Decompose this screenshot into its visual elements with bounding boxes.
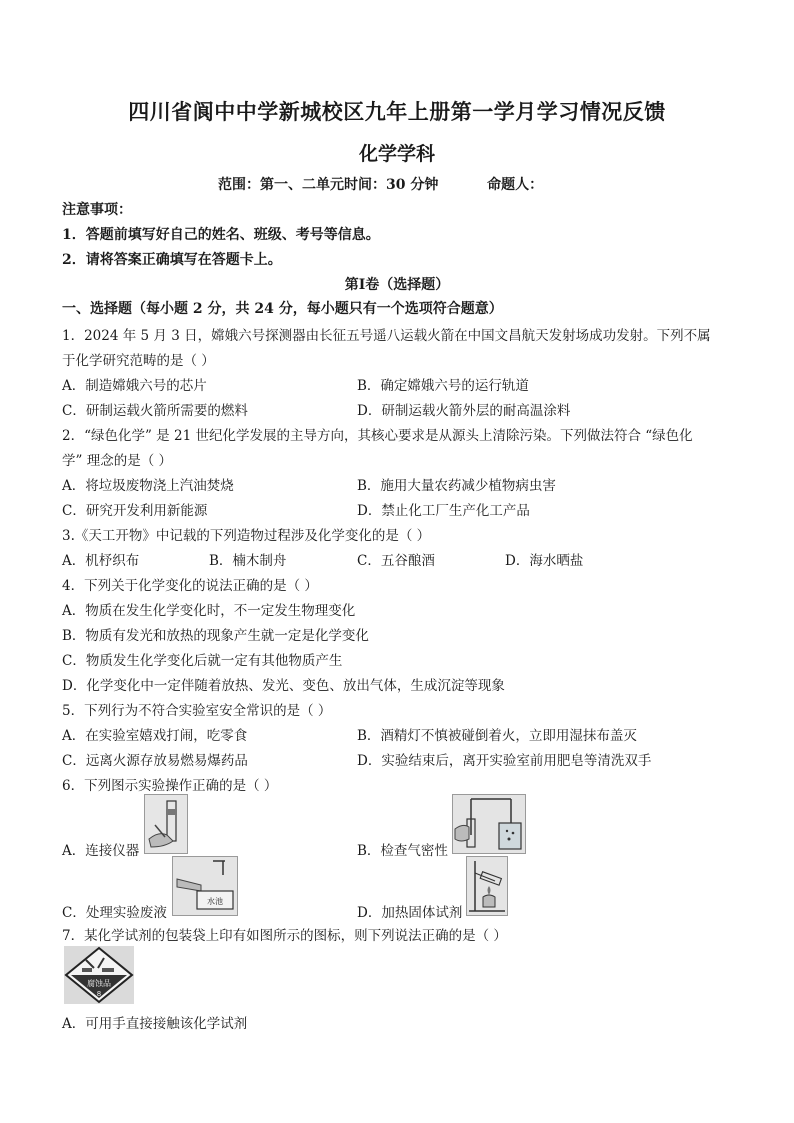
sink-label: 水池: [207, 897, 223, 906]
notes-heading: 注意事项：: [62, 202, 132, 218]
option-a: A．制造嫦娥六号的芯片: [62, 378, 207, 394]
option-a: A．在实验室嬉戏打闹，吃零食: [62, 728, 248, 744]
option-b: B．施用大量农药减少植物病虫害: [357, 478, 556, 494]
connect-apparatus-image: [144, 794, 188, 854]
subject-title: 化学学科: [358, 143, 435, 165]
option-a: A．将垃圾废物浇上汽油焚烧: [62, 478, 234, 494]
option-a: A．机杼织布: [62, 553, 140, 569]
question-stem: 1．2024 年 5 月 3 日，嫦娥六号探测器由长征五号遥八运载火箭在中国文昌航天发射场成功发射。下列不属: [62, 328, 711, 344]
heat-solid-image: [466, 856, 508, 916]
question-stem: 7．某化学试剂的包装袋上印有如图所示的图标，则下列说法正确的是（ ）: [62, 928, 507, 944]
part-title: 第Ⅰ卷（选择题）: [344, 277, 450, 293]
option-c: C．研制运载火箭所需要的燃料: [62, 403, 248, 419]
option-b: B．确定嫦娥六号的运行轨道: [357, 378, 529, 394]
option-d: D．海水晒盐: [505, 553, 584, 569]
question-stem: 学” 理念的是（ ）: [62, 453, 172, 469]
question-stem: 4．下列关于化学变化的说法正确的是（ ）: [62, 578, 318, 594]
corrosive-hazard-sign: [64, 946, 134, 1004]
question-stem: 3.《天工开物》中记载的下列造物过程涉及化学变化的是（ ）: [62, 528, 431, 544]
section-heading: 一、选择题（每小题 2 分，共 24 分，每小题只有一个选项符合题意）: [62, 301, 503, 317]
option-d: D．研制运载火箭外层的耐高温涂料: [357, 403, 571, 419]
option-c: C．远离火源存放易燃易爆药品: [62, 753, 248, 769]
question-stem: 于化学研究范畴的是（ ）: [62, 353, 215, 369]
option-d: D．化学变化中一定伴随着放热、发光、变色、放出气体，生成沉淀等现象: [62, 678, 505, 694]
option-c: C．物质发生化学变化后就一定有其他物质产生: [62, 653, 343, 669]
option-d: D．加热固体试剂: [357, 905, 463, 921]
note-item: 2．请将答案正确填写在答题卡上。: [62, 252, 282, 268]
corrosive-label: 腐蚀品: [87, 979, 111, 988]
question-stem: 6．下列图示实验操作正确的是（ ）: [62, 778, 278, 794]
option-c: C．处理实验废液: [62, 905, 167, 921]
option-d: D．禁止化工厂生产化工产品: [357, 503, 530, 519]
hazard-class-number: 8: [96, 990, 102, 998]
option-c: C．五谷酿酒: [357, 553, 435, 569]
option-d: D．实验结束后，离开实验室前用肥皂等清洗双手: [357, 753, 652, 769]
question-stem: 5．下列行为不符合实验室安全常识的是（ ）: [62, 703, 332, 719]
scope-line: 范围：第一、二单元时间：30 分钟 命题人：: [218, 177, 544, 193]
option-a: A．物质在发生化学变化时，不一定发生物理变化: [62, 603, 356, 619]
option-b: B．物质有发光和放热的现象产生就一定是化学变化: [62, 628, 369, 644]
question-stem: 2．“绿色化学” 是 21 世纪化学发展的主导方向，其核心要求是从源头上清除污染。下列做法符合 “绿色化: [62, 428, 693, 444]
option-a: A．可用手直接接触该化学试剂: [62, 1016, 248, 1032]
exam-title: 四川省阆中中学新城校区九年上册第一学月学习情况反馈: [128, 99, 666, 124]
airtightness-check-image: [452, 794, 526, 854]
option-b: B．酒精灯不慎被碰倒着火，立即用湿抹布盖灭: [357, 728, 637, 744]
option-b: B．楠木制舟: [209, 553, 287, 569]
option-c: C．研究开发利用新能源: [62, 503, 208, 519]
option-a: A．连接仪器: [62, 843, 140, 859]
note-item: 1．答题前填写好自己的姓名、班级、考号等信息。: [62, 227, 380, 243]
option-b: B．检查气密性: [357, 843, 448, 859]
waste-liquid-image: [172, 856, 238, 916]
